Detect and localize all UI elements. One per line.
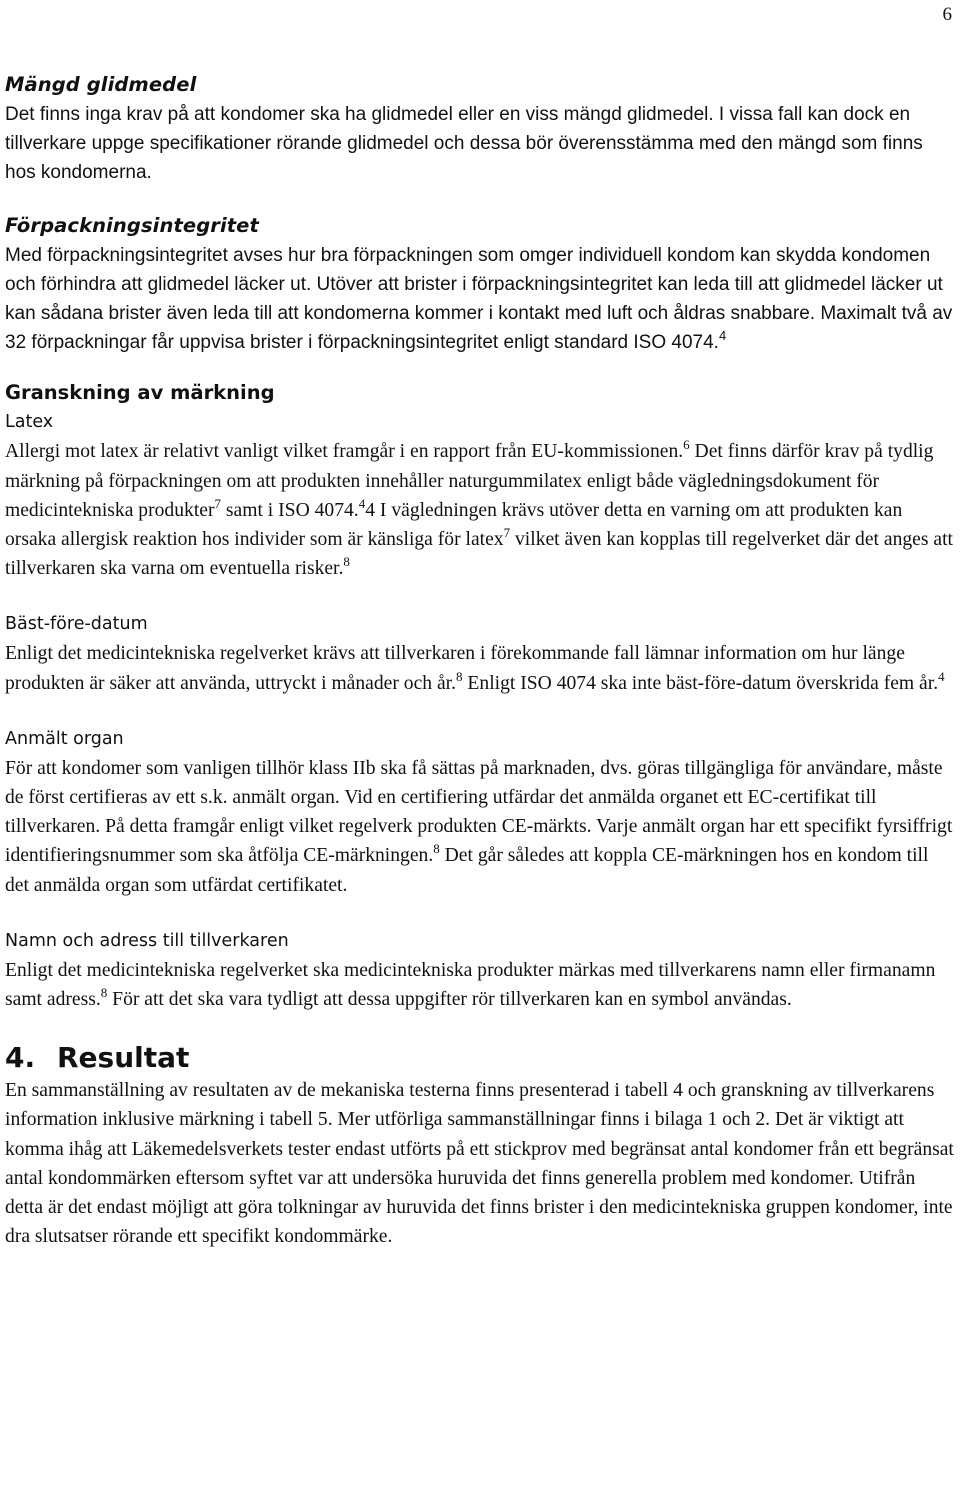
footnote-ref: 4 — [938, 668, 945, 684]
chapter-heading — [5, 1040, 957, 1076]
footnote-ref: 8 — [343, 554, 350, 570]
subsection-heading: Latex — [5, 412, 54, 433]
paragraph — [5, 437, 957, 583]
subsection-anmalt-organ — [5, 725, 957, 900]
chapter-title: Resultat — [57, 1041, 190, 1075]
paragraph-text: 4 I vägledningen krävs utöver detta en varning om att produkten kan orsaka allergisk reaktion hos individer som är känsliga för latex — [5, 499, 903, 551]
paragraph-text: För att kondomer som vanligen tillhör klass IIb ska få sättas på marknaden, dvs. göras tillgängliga för användare, måste de först certifieras av ett s.k. anmält organ. Vid en certifiering utfärdar det anmälda organet ett EC-certifikat till tillverkaren. På detta framgår enligt vilket regelverk produkten CE-märkts. Varje anmält organ har ett specifikt fyrsiffrigt identifieringsnummer som ska åtfölja CE-märkningen. — [5, 757, 953, 867]
chapter-number: 4. — [5, 1041, 36, 1075]
paragraph-text: Enligt ISO 4074 ska inte bäst-före-datum överskrida fem år. — [462, 672, 939, 694]
paragraph — [5, 639, 957, 697]
subsection-heading: Anmält organ — [5, 728, 124, 749]
page-number: 6 — [942, 4, 952, 25]
section-mangd-glidmedel — [5, 70, 957, 188]
document-body — [5, 70, 957, 1251]
footnote-ref: 7 — [214, 495, 221, 511]
section-heading: Granskning av märkning — [5, 381, 275, 405]
footnote-ref: 8 — [456, 668, 463, 684]
paragraph — [5, 956, 957, 1014]
footnote-ref: 8 — [100, 985, 108, 1001]
paragraph — [5, 754, 957, 900]
paragraph-text: Med förpackningsintegritet avses hur bra förpackningen som omger individuell kondom kan skydda kondomen och förhindra att glidmedel läcker ut. Utöver att brister i förpackningsintegritet kan leda till att glidmedel läcker ut kan sådana brister även leda till att kondomerna kommer i kontakt med luft och åldras snabbare. Maximalt två av 32 förpackningar får uppvisa brister i förpackningsintegritet enligt standard ISO 4074. — [5, 244, 953, 354]
paragraph-text: För att det ska vara tydligt att dessa uppgifter rör tillverkaren kan en symbol användas. — [107, 989, 792, 1011]
section-heading: Förpackningsintegritet — [5, 213, 259, 237]
paragraph-text: samt i ISO 4074. — [221, 499, 359, 521]
paragraph: En sammanställning av resultaten av de mekaniska testerna finns presenterad i tabell 4 och granskning av tillverkarens information inklusive märkning i tabell 5. Mer utförliga sammanställningar finns i bilaga 1 och 2. Det är viktigt att komma ihåg att Läkemedelsverkets tester endast utförts på ett stickprov med begränsat antal kondomer från ett begränsat antal kondommärken eftersom syftet var att undersöka huruvida det finns generella problem med kondomer. Utifrån detta är det endast möjligt att göra tolkningar av huruvida det finns brister i den medicintekniska gruppen kondomer, inte dra slutsatser rörande ett specifikt kondommärke. — [5, 1080, 954, 1248]
subsection-heading: Namn och adress till tillverkaren — [5, 930, 289, 951]
section-resultat — [5, 1040, 957, 1251]
subsection-latex — [5, 408, 957, 583]
paragraph — [5, 241, 957, 358]
subsection-namn-och-adress — [5, 927, 957, 1014]
paragraph-text: Det finns därför krav på tydlig märkning på förpackningen om att produkten innehåller naturgummilatex enligt både vägledningsdokument för medicintekniska produkter — [5, 441, 934, 521]
footnote-ref: 7 — [503, 525, 511, 541]
section-heading: Mängd glidmedel — [5, 73, 197, 96]
footnote-ref: 4 — [358, 495, 366, 511]
paragraph-text: Enligt det medicintekniska regelverket krävs att tillverkaren i förekommande fall lämnar information om hur länge produkten är säker att använda, uttryckt i månader och år. — [5, 643, 905, 694]
footnote-ref: 8 — [433, 841, 440, 857]
footnote-ref: 6 — [683, 437, 690, 453]
footnote-ref: 4 — [718, 328, 727, 344]
paragraph-text: Det går således att koppla CE-märkningen hos en kondom till det anmälda organ som utfärdat certifikatet. — [5, 845, 929, 896]
paragraph-text: vilket även kan kopplas till regelverket där det anges att tillverkaren ska varna om eventuella risker. — [5, 529, 953, 580]
paragraph: Det finns inga krav på att kondomer ska ha glidmedel eller en viss mängd glidmedel. I vissa fall kan dock en tillverkare uppge specifikationer rörande glidmedel och dessa bör överensstämma med den mängd som finns hos kondomerna. — [5, 104, 923, 184]
section-granskning-av-markning — [5, 378, 957, 1014]
paragraph-text: Allergi mot latex är relativt vanligt vilket framgår i en rapport från EU-kommissionen. — [5, 441, 684, 463]
section-forpackningsintegritet — [5, 211, 957, 358]
subsection-bast-fore-datum — [5, 610, 957, 697]
subsection-heading: Bäst-före-datum — [5, 614, 148, 635]
paragraph-text: Enligt det medicintekniska regelverket ska medicintekniska produkter märkas med tillverkarens namn eller firmanamn samt adress. — [5, 959, 936, 1011]
